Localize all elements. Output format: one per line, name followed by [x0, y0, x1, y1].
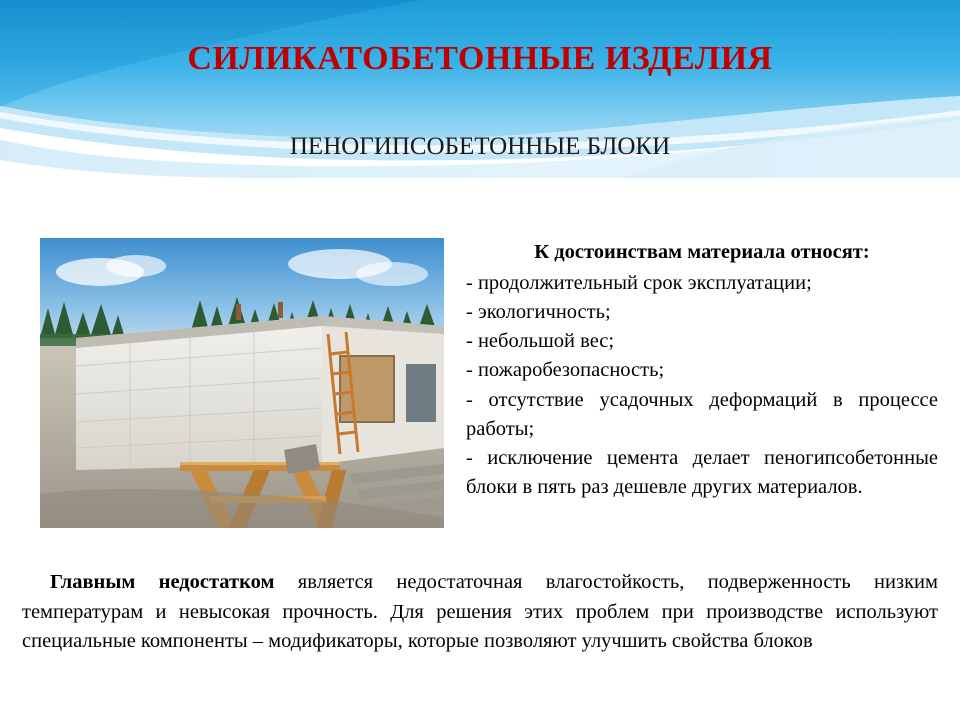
disadvantage-paragraph: [22, 568, 938, 657]
photo-illustration: [40, 238, 444, 528]
advantages-title: К достоинствам материала относят:: [534, 241, 870, 263]
page-title: СИЛИКАТОБЕТОННЫЕ ИЗДЕЛИЯ: [187, 40, 773, 77]
advantages-item-5: - отсутствие усадочных деформаций в процессе работы;: [466, 388, 938, 440]
advantages-item-3: - небольшой вес;: [466, 330, 615, 353]
advantages-item-1: - продолжительный срок эксплуатации;: [466, 272, 812, 295]
slide-header-banner: [0, 0, 960, 178]
advantages-block: [466, 238, 938, 502]
page-subtitle: ПЕНОГИПСОБЕТОННЫЕ БЛОКИ: [289, 133, 671, 160]
construction-photo: [40, 238, 444, 528]
advantages-item-6: - исключение цемента делает пеногипсобетонные блоки в пять раз дешевле других материалов.: [466, 446, 938, 498]
advantages-item-4: - пожаробезопасность;: [466, 359, 665, 382]
advantages-item-2: - экологичность;: [466, 301, 611, 324]
disadvantage-body: является недостаточная влагостойкость, подверженность низким температурам и невысокая прочность. Для решения этих проблем при производстве используют специальные компоненты – модификаторы, которые позволяют улучшить свойства блоков: [22, 571, 938, 653]
disadvantage-lead: Главным недостатком: [50, 571, 275, 593]
